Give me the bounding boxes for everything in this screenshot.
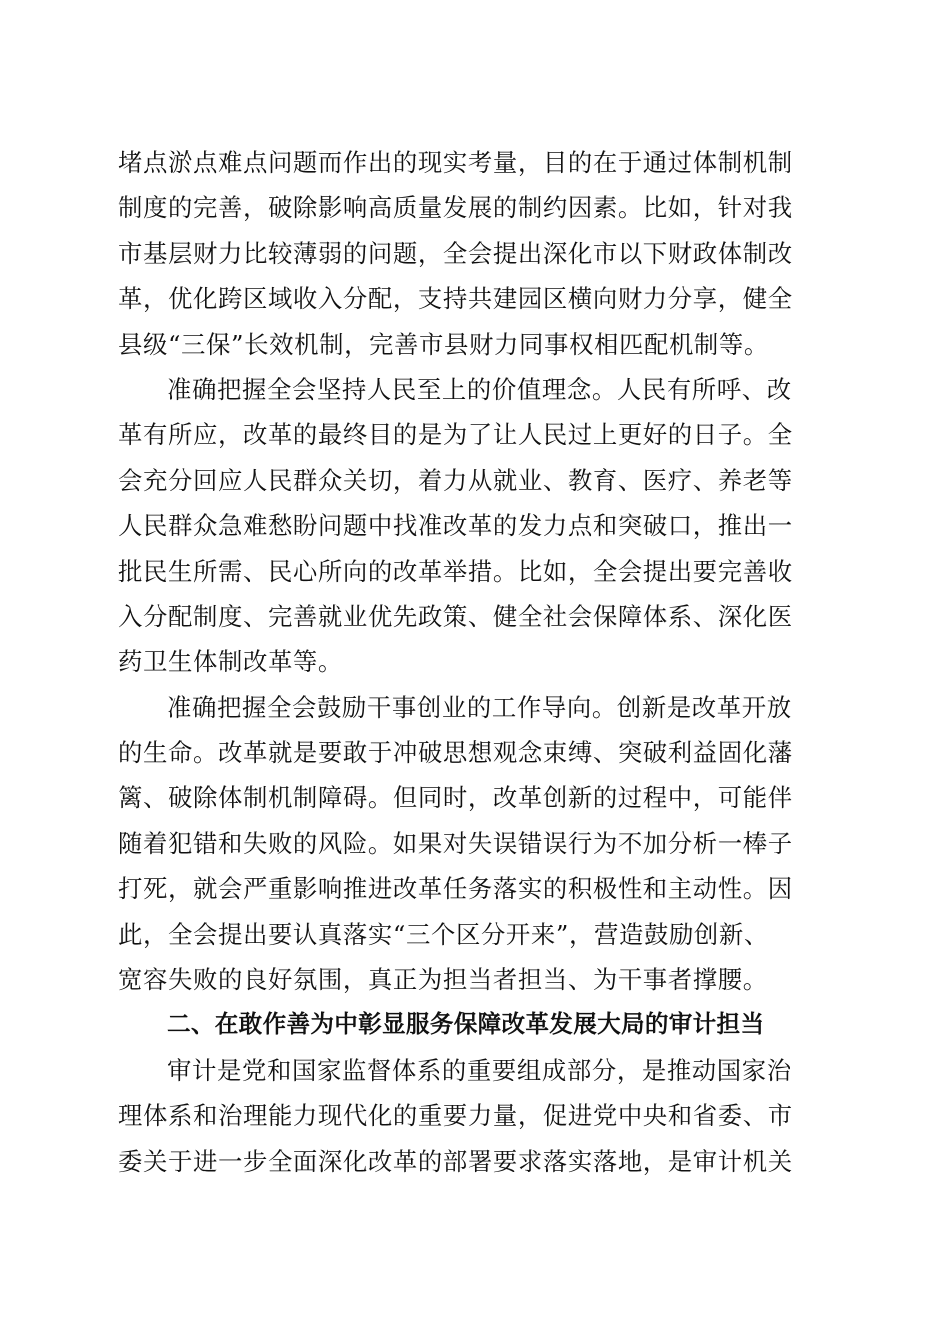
text-line: 批民生所需、民心所向的改革举措。比如，全会提出要完善收 bbox=[118, 556, 793, 586]
section-heading: 二、在敢作善为中彰显服务保障改革发展大局的审计担当 bbox=[167, 1010, 765, 1039]
text-line: 革有所应，改革的最终目的是为了让人民过上更好的日子。全 bbox=[118, 420, 793, 450]
text-line: 宽容失败的良好氛围，真正为担当者担当、为干事者撑腰。 bbox=[118, 965, 768, 995]
text-line: 篱、破除体制机制障碍。但同时，改革创新的过程中，可能伴 bbox=[118, 783, 793, 813]
text-line: 县级“三保”长效机制，完善市县财力同事权相匹配机制等。 bbox=[118, 329, 769, 359]
text-line: 随着犯错和失败的风险。如果对失误错误行为不加分析一棒子 bbox=[118, 828, 793, 858]
text-line: 堵点淤点难点问题而作出的现实考量，目的在于通过体制机制 bbox=[118, 148, 793, 177]
paragraph-first-line: 审计是党和国家监督体系的重要组成部分，是推动国家治 bbox=[167, 1055, 792, 1085]
paragraph-first-line: 准确把握全会鼓励干事创业的工作导向。创新是改革开放 bbox=[167, 692, 792, 722]
text-line: 打死，就会严重影响推进改革任务落实的积极性和主动性。因 bbox=[118, 874, 793, 904]
text-line: 委关于进一步全面深化改革的部署要求落实落地，是审计机关 bbox=[118, 1146, 793, 1176]
paragraph-first-line: 准确把握全会坚持人民至上的价值理念。人民有所呼、改 bbox=[167, 374, 792, 404]
text-line: 的生命。改革就是要敢于冲破思想观念束缚、突破利益固化藩 bbox=[118, 738, 793, 768]
text-line: 市基层财力比较薄弱的问题，全会提出深化市以下财政体制改 bbox=[118, 238, 793, 268]
text-line: 理体系和治理能力现代化的重要力量，促进党中央和省委、市 bbox=[118, 1101, 793, 1131]
text-line: 药卫生体制改革等。 bbox=[118, 647, 343, 677]
text-line: 革，优化跨区域收入分配，支持共建园区横向财力分享，健全 bbox=[118, 284, 793, 314]
body-text bbox=[118, 140, 838, 1184]
text-line: 制度的完善，破除影响高质量发展的制约因素。比如，针对我 bbox=[118, 193, 793, 223]
text-line: 人民群众急难愁盼问题中找准改革的发力点和突破口，推出一 bbox=[118, 511, 793, 541]
text-line: 会充分回应人民群众关切，着力从就业、教育、医疗、养老等 bbox=[118, 465, 793, 495]
text-line: 此，全会提出要认真落实“三个区分开来”，营造鼓励创新、 bbox=[118, 919, 769, 949]
text-line: 入分配制度、完善就业优先政策、健全社会保障体系、深化医 bbox=[118, 601, 793, 631]
